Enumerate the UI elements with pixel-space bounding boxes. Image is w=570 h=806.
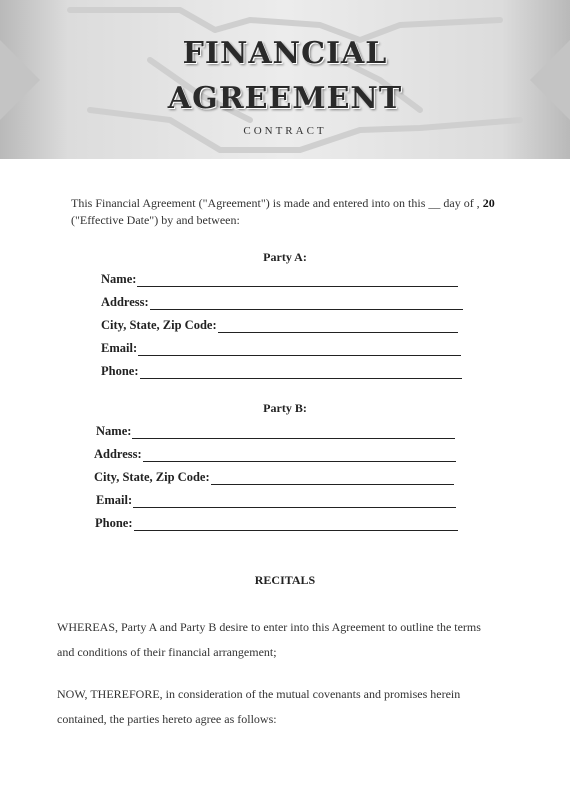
party-a-phone-field[interactable]: [101, 364, 462, 379]
subtitle: CONTRACT: [243, 125, 327, 137]
field-label: Email:: [96, 493, 133, 507]
intro-paragraph: [71, 195, 531, 229]
party-a-email-field[interactable]: [101, 341, 461, 356]
field-label: Phone:: [101, 364, 139, 378]
blank-line[interactable]: [140, 366, 462, 379]
party-b-phone-field[interactable]: [95, 516, 458, 531]
paragraph-line: WHEREAS, Party A and Party B desire to enter into this Agreement to outline the terms: [57, 620, 481, 634]
party-b-name-field[interactable]: [96, 424, 455, 439]
field-label: Address:: [94, 447, 142, 461]
blank-line[interactable]: [150, 297, 463, 310]
blank-line[interactable]: [133, 495, 456, 508]
blank-line[interactable]: [132, 426, 455, 439]
blank-line[interactable]: [143, 449, 456, 462]
blank-line[interactable]: [211, 472, 454, 485]
party-a-name-field[interactable]: [101, 272, 458, 287]
field-label: City, State, Zip Code:: [101, 318, 217, 332]
title-line-1: FINANCIAL: [182, 36, 388, 71]
recitals-paragraph-1: [57, 615, 527, 665]
recitals-paragraph-2: [57, 682, 527, 732]
header-banner: [0, 0, 570, 159]
title-line-2: AGREEMENT: [167, 81, 403, 116]
party-a-city-field[interactable]: [101, 318, 458, 333]
blank-line[interactable]: [138, 343, 461, 356]
blank-line[interactable]: [137, 274, 458, 287]
field-label: Email:: [101, 341, 138, 355]
paragraph-line: and conditions of their financial arrangement;: [57, 645, 277, 659]
paragraph-line: contained, the parties hereto agree as follows:: [57, 712, 277, 726]
field-label: Address:: [101, 295, 149, 309]
recitals-heading: RECITALS: [254, 573, 316, 587]
intro-year: 20: [482, 196, 495, 210]
party-a-heading: Party A:: [263, 250, 307, 264]
intro-text: This Financial Agreement ("Agreement") is made and entered into on this __ day of ,: [71, 196, 480, 210]
field-label: City, State, Zip Code:: [94, 470, 210, 484]
party-b-address-field[interactable]: [94, 447, 456, 462]
field-label: Name:: [101, 272, 137, 286]
party-b-heading: Party B:: [263, 401, 307, 415]
field-label: Name:: [96, 424, 132, 438]
blank-line[interactable]: [218, 320, 458, 333]
party-b-city-field[interactable]: [94, 470, 454, 485]
blank-line[interactable]: [134, 518, 458, 531]
party-a-address-field[interactable]: [101, 295, 463, 310]
paragraph-line: NOW, THEREFORE, in consideration of the mutual covenants and promises herein: [57, 687, 461, 701]
party-b-email-field[interactable]: [96, 493, 456, 508]
field-label: Phone:: [95, 516, 133, 530]
intro-text-2: ("Effective Date") by and between:: [71, 213, 240, 227]
